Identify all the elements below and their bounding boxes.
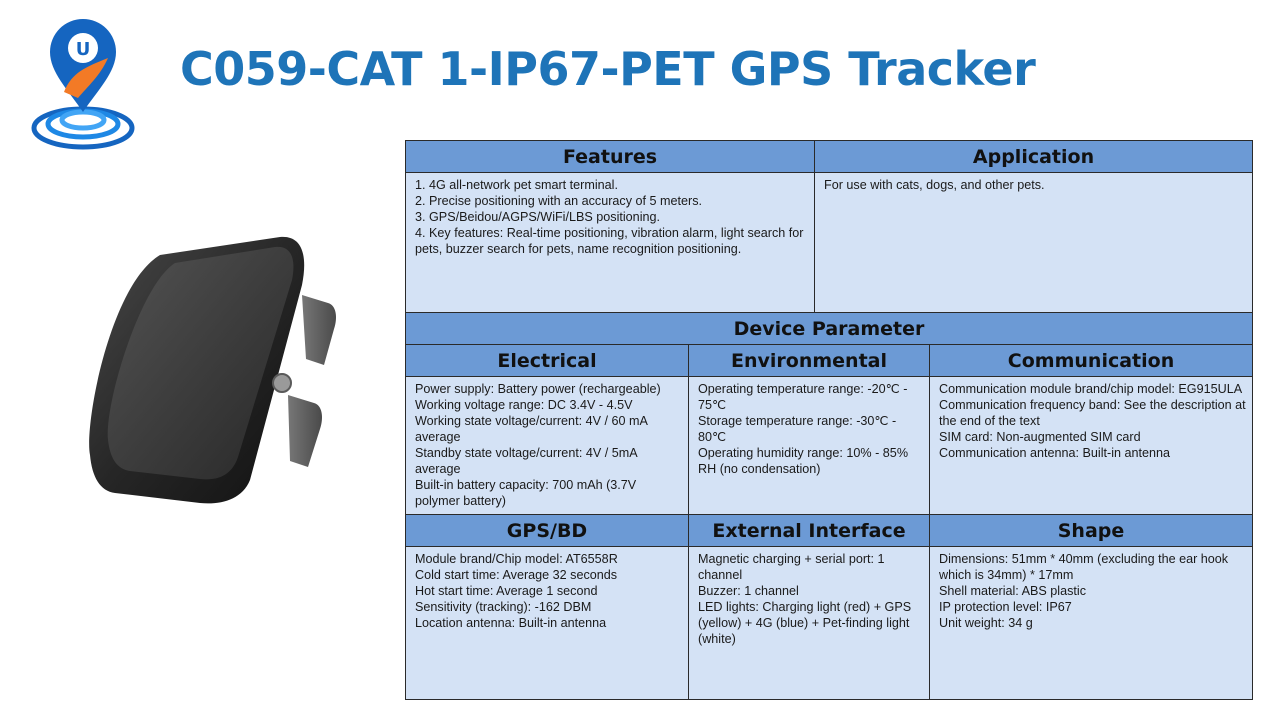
communication-line: Communication frequency band: See the description at the end of the text [939, 398, 1246, 428]
environmental-header: Environmental [689, 345, 930, 377]
electrical-cell [406, 377, 689, 515]
logo-letter: U [75, 39, 91, 60]
external-interface-line: LED lights: Charging light (red) + GPS (yellow) + 4G (blue) + Pet-finding light (white) [698, 600, 912, 646]
features-body-row [406, 173, 1253, 313]
communication-cell [930, 377, 1253, 515]
communication-line: Communication antenna: Built-in antenna [939, 446, 1171, 460]
page-title: C059-CAT 1-IP67-PET GPS Tracker [180, 42, 1036, 96]
gps-bd-line: Location antenna: Built-in antenna [415, 616, 607, 630]
electrical-line: Power supply: Battery power (rechargeable) [415, 382, 661, 396]
shape-line: Dimensions: 51mm * 40mm (excluding the ear hook which is 34mm) * 17mm [939, 552, 1229, 582]
environmental-line: Operating humidity range: 10% - 85% RH (no condensation) [698, 446, 909, 476]
device-button [273, 374, 291, 392]
spec-table [405, 140, 1253, 700]
shape-header: Shape [930, 515, 1253, 547]
features-line: 4. Key features: Real-time positioning, vibration alarm, light search for pets, buzzer search for pets, name recognition positioning. [415, 226, 804, 256]
brand-logo [28, 12, 138, 152]
shape-line: Shell material: ABS plastic [939, 584, 1086, 598]
device-parameter-header: Device Parameter [406, 313, 1253, 345]
gps-bd-cell [406, 547, 689, 700]
application-header: Application [815, 141, 1253, 173]
device-parameter-row [406, 313, 1253, 345]
gps-bd-line: Hot start time: Average 1 second [415, 584, 598, 598]
communication-line: SIM card: Non-augmented SIM card [939, 430, 1141, 444]
location-pin-icon [50, 19, 116, 112]
environmental-cell [689, 377, 930, 515]
product-image [70, 225, 370, 525]
param-header-row-2 [406, 515, 1253, 547]
electrical-line: Built-in battery capacity: 700 mAh (3.7V polymer battery) [415, 478, 637, 508]
logo-ripple-icon [34, 109, 132, 147]
electrical-header: Electrical [406, 345, 689, 377]
external-interface-cell [689, 547, 930, 700]
environmental-line: Operating temperature range: -20℃ - 75℃ [698, 382, 908, 412]
electrical-line: Working state voltage/current: 4V / 60 mA average [415, 414, 648, 444]
gps-bd-line: Module brand/Chip model: AT6558R [415, 552, 618, 566]
features-header: Features [406, 141, 815, 173]
communication-line: Communication module brand/chip model: EG915ULA [939, 382, 1243, 396]
environmental-line: Storage temperature range: -30℃ - 80℃ [698, 414, 897, 444]
features-header-row [406, 141, 1253, 173]
param-body-row-1 [406, 377, 1253, 515]
features-line: 1. 4G all-network pet smart terminal. [415, 178, 618, 192]
gps-bd-line: Sensitivity (tracking): -162 DBM [415, 600, 592, 614]
external-interface-line: Buzzer: 1 channel [698, 584, 799, 598]
features-line: 3. GPS/Beidou/AGPS/WiFi/LBS positioning. [415, 210, 660, 224]
features-cell [406, 173, 815, 313]
shape-line: IP protection level: IP67 [939, 600, 1072, 614]
electrical-line: Working voltage range: DC 3.4V - 4.5V [415, 398, 633, 412]
external-interface-line: Magnetic charging + serial port: 1 channel [698, 552, 885, 582]
shape-line: Unit weight: 34 g [939, 616, 1033, 630]
gps-bd-line: Cold start time: Average 32 seconds [415, 568, 618, 582]
gps-bd-header: GPS/BD [406, 515, 689, 547]
communication-header: Communication [930, 345, 1253, 377]
external-interface-header: External Interface [689, 515, 930, 547]
application-line: For use with cats, dogs, and other pets. [824, 178, 1045, 192]
param-header-row-1 [406, 345, 1253, 377]
electrical-line: Standby state voltage/current: 4V / 5mA average [415, 446, 637, 476]
shape-cell [930, 547, 1253, 700]
gps-tracker-device [89, 237, 336, 504]
features-line: 2. Precise positioning with an accuracy of 5 meters. [415, 194, 702, 208]
application-cell [815, 173, 1253, 313]
param-body-row-2 [406, 547, 1253, 700]
